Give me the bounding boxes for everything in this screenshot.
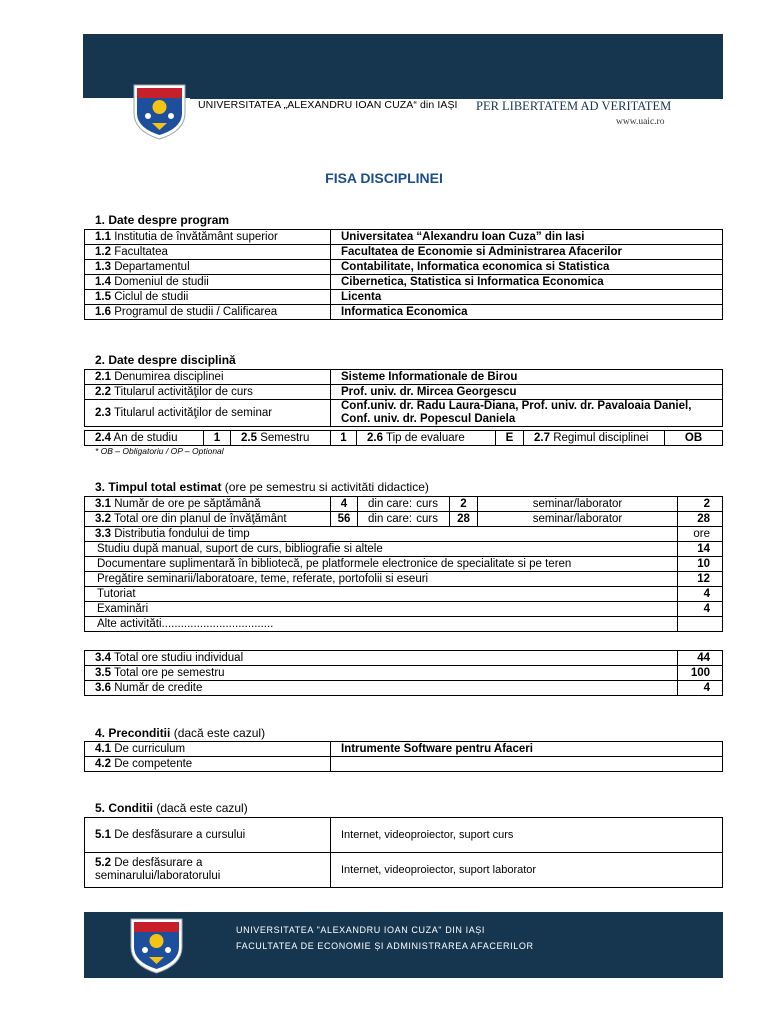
semester-label: 2.5 Semestru <box>231 431 331 446</box>
section-4-title: 4. Preconditii (dacă este cazul) <box>95 726 266 740</box>
discipline-label: 2.3 Titularul activităţilor de seminar <box>85 400 331 427</box>
preconditions-table <box>84 741 723 772</box>
program-label: 1.2 Facultatea <box>85 245 331 260</box>
activity-hours <box>678 617 723 632</box>
activity-row <box>85 587 723 602</box>
hours-per-week-breakdown: din care: curs <box>358 497 450 512</box>
footer-university: UNIVERSITATEA "ALEXANDRU IOAN CUZA" DIN IAȘI <box>236 925 485 935</box>
time-total-row <box>85 681 723 696</box>
time-total-label: 3.6 Număr de credite <box>85 681 678 696</box>
semester-value: 1 <box>331 431 357 446</box>
discipline-value: Prof. univ. dr. Mircea Georgescu <box>331 385 723 400</box>
activity-hours: 12 <box>678 572 723 587</box>
program-value: Licenta <box>331 290 723 305</box>
program-value: Informatica Economica <box>331 305 723 320</box>
discipline-value: Conf.univ. dr. Radu Laura-Diana, Prof. univ. dr. Pavaloaia Daniel, Conf. univ. dr. Popescul Daniela <box>331 400 723 427</box>
discipline-row <box>85 370 723 385</box>
time-total-value: 100 <box>678 666 723 681</box>
time-total-value: 4 <box>678 681 723 696</box>
discipline-row <box>85 400 723 427</box>
activity-hours: 14 <box>678 542 723 557</box>
university-name: UNIVERSITATEA „ALEXANDRU IOAN CUZA“ din IAȘI <box>198 99 458 111</box>
time-table <box>84 496 723 632</box>
discipline-label: 2.2 Titularul activităţilor de curs <box>85 385 331 400</box>
hours-per-week-label: 3.1 Număr de ore pe săptămână <box>85 497 331 512</box>
program-label: 1.6 Programul de studii / Calificarea <box>85 305 331 320</box>
total-hours-plan-breakdown: din care: curs <box>358 512 450 527</box>
total-hours-plan-row <box>85 512 723 527</box>
section-1-title: 1. Date despre program <box>95 213 230 227</box>
time-total-label: 3.4 Total ore studiu individual <box>85 651 678 666</box>
hours-per-week-total: 4 <box>331 497 358 512</box>
hours-per-week-seminar-label: seminar/laborator <box>478 497 678 512</box>
time-totals-table <box>84 650 723 696</box>
hours-per-week-seminar: 2 <box>678 497 723 512</box>
program-label: 1.4 Domeniul de studii <box>85 275 331 290</box>
activity-label: Alte activităti................................... <box>85 617 678 632</box>
program-row <box>85 245 723 260</box>
total-hours-plan-total: 56 <box>331 512 358 527</box>
evaluation-value: E <box>496 431 524 446</box>
total-hours-plan-seminar: 28 <box>678 512 723 527</box>
discipline-row <box>85 385 723 400</box>
time-total-label: 3.5 Total ore pe semestru <box>85 666 678 681</box>
precondition-value <box>331 757 723 772</box>
condition-row <box>85 853 723 888</box>
university-motto: PER LIBERTATEM AD VERITATEM <box>476 99 672 113</box>
precondition-value: Intrumente Software pentru Afaceri <box>331 742 723 757</box>
activity-label: Pregătire seminarii/laboratoare, teme, referate, portofolii si eseuri <box>85 572 678 587</box>
discipline-meta-table <box>84 430 723 446</box>
precondition-row <box>85 757 723 772</box>
discipline-note: * OB – Obligatoriu / OP – Optional <box>95 446 224 456</box>
university-website[interactable]: www.uaic.ro <box>616 117 665 127</box>
total-hours-plan-label: 3.2 Total ore din planul de învăţământ <box>85 512 331 527</box>
program-value: Universitatea “Alexandru Ioan Cuza” din Iasi <box>331 230 723 245</box>
activity-hours: 4 <box>678 602 723 617</box>
precondition-label: 4.1 De curriculum <box>85 742 331 757</box>
conditions-table <box>84 817 723 888</box>
condition-label: 5.2 De desfăsurare a seminarului/laboratorului <box>85 853 331 888</box>
activity-row <box>85 542 723 557</box>
total-hours-plan-course: 28 <box>450 512 478 527</box>
evaluation-label: 2.6 Tip de evaluare <box>357 431 496 446</box>
program-row <box>85 260 723 275</box>
activity-hours: 4 <box>678 587 723 602</box>
program-value: Contabilitate, Informatica economica si Statistica <box>331 260 723 275</box>
footer-crest-icon <box>129 917 184 974</box>
time-distribution-row <box>85 527 723 542</box>
year-label: 2.4 An de studiu <box>85 431 204 446</box>
precondition-row <box>85 742 723 757</box>
program-row <box>85 230 723 245</box>
hours-per-week-course: 2 <box>450 497 478 512</box>
time-total-row <box>85 666 723 681</box>
activity-label: Documentare suplimentară în bibliotecă, pe platformele electronice de specialitate si pe teren <box>85 557 678 572</box>
section-3-title: 3. Timpul total estimat (ore pe semestru si activităti didactice) <box>95 480 429 494</box>
section-5-title: 5. Conditii (dacă este cazul) <box>95 801 248 815</box>
total-hours-plan-seminar-label: seminar/laborator <box>478 512 678 527</box>
program-table <box>84 229 723 320</box>
activity-row <box>85 617 723 632</box>
program-label: 1.5 Ciclul de studii <box>85 290 331 305</box>
precondition-label: 4.2 De competente <box>85 757 331 772</box>
program-label: 1.1 Institutia de învătământ superior <box>85 230 331 245</box>
discipline-table <box>84 369 723 427</box>
discipline-label: 2.1 Denumirea disciplinei <box>85 370 331 385</box>
program-value: Facultatea de Economie si Administrarea Afacerilor <box>331 245 723 260</box>
section-2-title: 2. Date despre disciplină <box>95 353 236 367</box>
program-row <box>85 290 723 305</box>
condition-row <box>85 818 723 853</box>
time-total-value: 44 <box>678 651 723 666</box>
activity-label: Studiu după manual, suport de curs, bibliografie si altele <box>85 542 678 557</box>
discipline-value: Sisteme Informationale de Birou <box>331 370 723 385</box>
condition-label: 5.1 De desfăsurare a cursului <box>85 818 331 853</box>
discipline-meta-row <box>85 431 723 446</box>
regime-value: OB <box>665 431 723 446</box>
time-distribution-unit: ore <box>678 527 723 542</box>
hours-per-week-row <box>85 497 723 512</box>
activity-row <box>85 572 723 587</box>
activity-label: Examinări <box>85 602 678 617</box>
program-label: 1.3 Departamentul <box>85 260 331 275</box>
condition-value: Internet, videoproiector, suport curs <box>331 818 723 853</box>
program-row <box>85 305 723 320</box>
regime-label: 2.7 Regimul disciplinei <box>524 431 665 446</box>
activity-row <box>85 557 723 572</box>
footer-faculty: FACULTATEA DE ECONOMIE ȘI ADMINISTRAREA AFACERILOR <box>236 941 534 951</box>
activity-hours: 10 <box>678 557 723 572</box>
program-value: Cibernetica, Statistica si Informatica Economica <box>331 275 723 290</box>
program-row <box>85 275 723 290</box>
year-value: 1 <box>204 431 231 446</box>
university-crest-icon <box>132 83 187 140</box>
document-title: FISA DISCIPLINEI <box>325 170 443 186</box>
time-total-row <box>85 651 723 666</box>
activity-label: Tutoriat <box>85 587 678 602</box>
condition-value: Internet, videoproiector, suport laborator <box>331 853 723 888</box>
activity-row <box>85 602 723 617</box>
time-distribution-label: 3.3 Distributia fondului de timp <box>85 527 678 542</box>
